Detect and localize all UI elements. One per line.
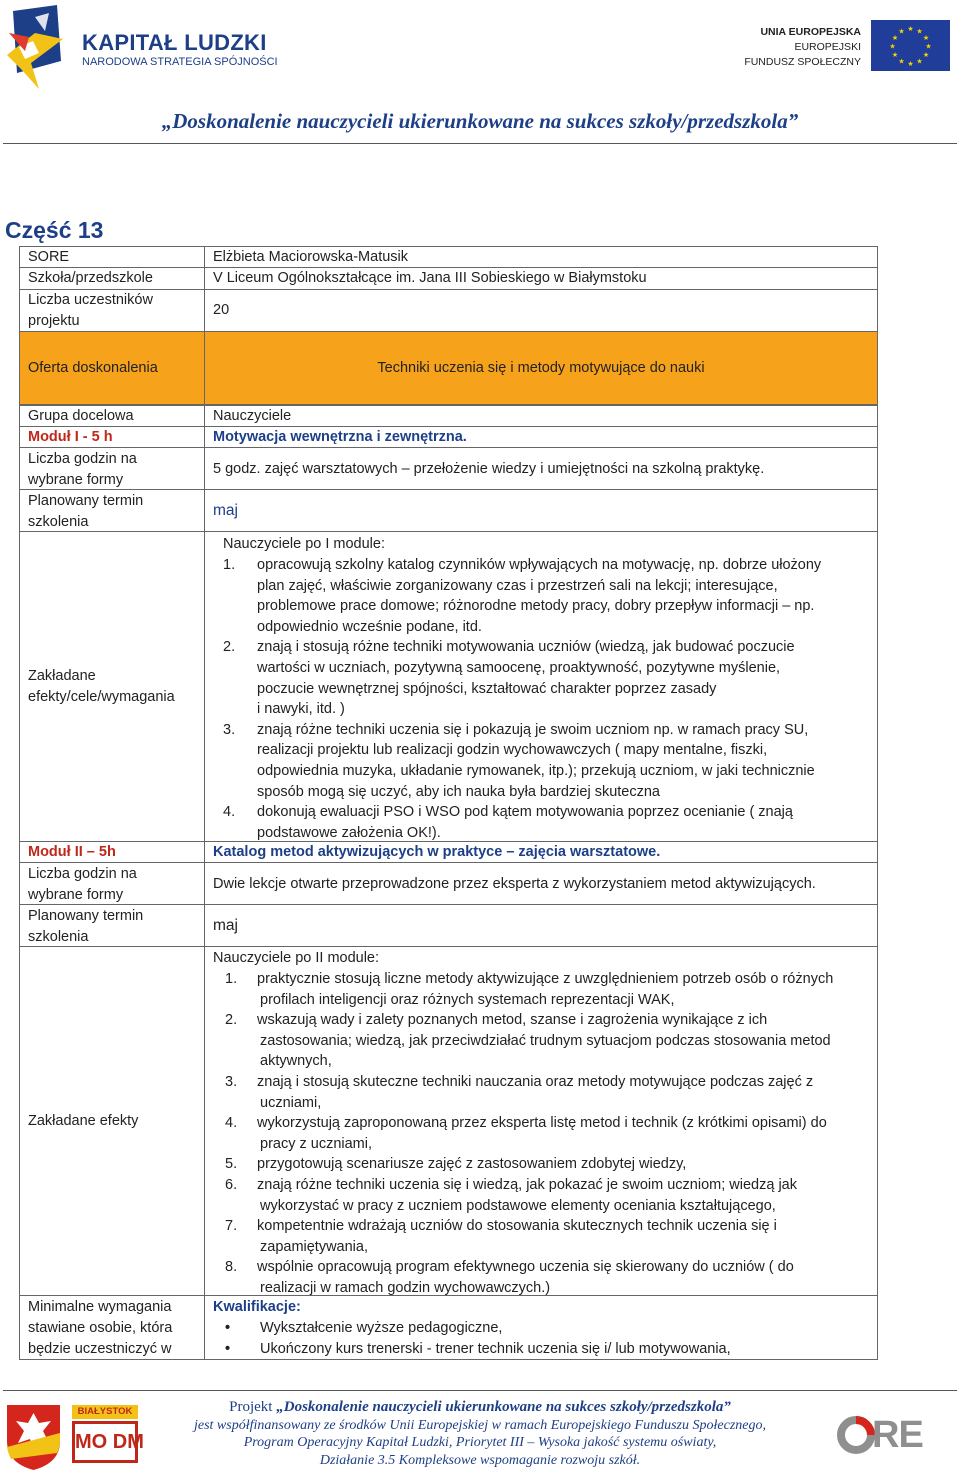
list-item-number: 2.	[223, 639, 236, 656]
list-item-text: sposób mogą się uczyć, aby ich nauka była bardziej skuteczna	[257, 783, 660, 800]
svg-text:★: ★	[907, 25, 914, 33]
list-item-text: wykorzystują zaproponowaną przez eksperta listę metod i technik (z krótkimi opisami) do	[257, 1115, 827, 1132]
list-item-text: kompetentnie wdrażają uczniów do stosowania skutecznych technik uczenia się i	[257, 1218, 777, 1235]
header-divider	[3, 143, 957, 144]
module2-term-cell	[204, 904, 878, 947]
ore-ring-icon	[836, 1415, 876, 1455]
list-item-number: 7.	[225, 1218, 238, 1235]
list-item-text: odpowiednio wcześnie podane, itd.	[257, 618, 482, 635]
eu-line-3: FUNDUSZ SPOŁECZNY	[744, 56, 861, 68]
list-item-number: 8.	[225, 1259, 238, 1276]
term-label-1: Planowany termin	[28, 493, 144, 509]
school-label: Szkoła/przedszkole	[28, 270, 153, 286]
list-item-text: praktycznie stosują liczne metody aktywizujące z uwzględnieniem potrzeb osób o różnych	[257, 971, 834, 987]
kapital-ludzki-logo	[5, 3, 67, 89]
school-value: V Liceum Ogólnokształcące im. Jana III Sobieskiego w Białymstoku	[213, 270, 647, 286]
list-item-text: realizacji w ramach godzin wychowawczych.)	[260, 1280, 551, 1296]
hours1-label-cell	[19, 447, 205, 490]
list-item-text: profilach inteligencji oraz różnych systemach reprezentacji WAK,	[260, 991, 675, 1008]
section-title: Część 13	[5, 217, 104, 243]
svg-text:★: ★	[889, 42, 896, 51]
list-item-text: wykorzystać w pracy z uczniem podstawowe elementy oceniania kształtującego,	[260, 1197, 776, 1214]
list-item-text: odpowiednia muzyka, układanie rymowanek, itp.); przekują uczniom, w jaki technicznie	[257, 763, 815, 779]
row-divider	[19, 267, 878, 268]
ore-label: RE	[872, 1414, 923, 1456]
footer-line2: jest współfinansowany ze środków Unii Europejskiej w ramach Europejskiego Funduszu Społecznego,	[193, 1417, 766, 1433]
eu-flag-icon	[871, 20, 950, 71]
module2-hours-cell	[204, 862, 878, 905]
mo-dm-bialystok-logo	[72, 1405, 144, 1467]
offer-value-cell	[204, 331, 878, 405]
list-item-text: wartości w uczniach, pozytywną samoocenę, proaktywność, pozytywne myślenie,	[257, 660, 781, 676]
hours-label-2: wybrane formy	[28, 472, 124, 488]
qualification-item: Wykształcenie wyższe pedagogiczne,	[260, 1320, 503, 1336]
list-item-text: znają i stosują różne techniki motywowania uczniów (wiedzą, jak budować poczucie	[257, 639, 795, 656]
effects2-label-cell	[19, 946, 205, 1296]
offer-label-cell	[19, 331, 205, 405]
module2-label-cell	[19, 841, 205, 863]
term-label-2: szkolenia	[28, 929, 89, 945]
list-item-number: 6.	[225, 1177, 238, 1193]
list-item-text: aktywnych,	[260, 1053, 332, 1070]
module1-effects-cell	[204, 531, 878, 842]
qualification-item: Ukończony kurs trenerski - trener technik uczenia się i/ lub motywowania,	[260, 1340, 731, 1357]
svg-text:★: ★	[925, 42, 932, 51]
podlaskie-coat-of-arms-icon	[5, 1403, 62, 1471]
qualifications-cell	[204, 1295, 878, 1360]
list-item-number: 4.	[225, 1115, 238, 1132]
module1-label-cell	[19, 426, 205, 448]
svg-text:★: ★	[922, 34, 930, 42]
list-item-text: plan zajęć, właściwie zorganizowany czas i przestrzeń sali na lekcji; interesujące,	[257, 577, 778, 594]
eu-line-1: UNIA EUROPEJSKA	[760, 26, 861, 38]
ore-logo	[836, 1412, 936, 1458]
module2-title: Katalog metod aktywizujących w praktyce – zajęcia warsztatowe.	[213, 844, 661, 860]
min-req-label-3: będzie uczestniczyć w	[28, 1341, 172, 1357]
svg-text:★: ★	[916, 27, 923, 36]
svg-text:★: ★	[891, 34, 899, 42]
participants-label-1: Liczba uczestników	[28, 292, 153, 308]
term-label-2: szkolenia	[28, 514, 89, 530]
module2-title-cell	[204, 841, 878, 863]
list-item-number: 1.	[225, 971, 238, 987]
hours-label-1: Liczba godzin na	[28, 866, 137, 882]
module1-hours: 5 godz. zajęć warsztatowych – przełożenie wiedzy i umiejętności na szkolną praktykę.	[213, 461, 765, 477]
list-item-number: 3.	[223, 721, 236, 738]
effects-label-2: efekty/cele/wymagania	[28, 689, 175, 705]
term-label-1: Planowany termin	[28, 908, 144, 924]
effects1-label-cell	[19, 531, 205, 842]
list-item-text: pracy z uczniami,	[260, 1135, 373, 1152]
footer-line4: Działanie 3.5 Kompleksowe wspomaganie rozwoju szkół.	[319, 1452, 641, 1468]
footer-line3: Program Operacyjny Kapitał Ludzki, Priorytet III – Wysoka jakość systemu oświaty,	[243, 1435, 717, 1450]
list-item-text: opracowują szkolny katalog czynników wpływających na motywację, np. dobrze ułożony	[257, 557, 822, 573]
term2-label-cell	[19, 904, 205, 947]
term1-label-cell	[19, 489, 205, 532]
list-item-text: podstawowe założenia OK!).	[257, 824, 441, 841]
min-req-label-2: stawiane osobie, która	[28, 1320, 173, 1336]
sore-value: Elżbieta Maciorowska-Matusik	[213, 249, 409, 265]
offer-label: Oferta doskonalenia	[28, 360, 158, 376]
participants-label-2: projektu	[28, 313, 80, 329]
footer-text	[150, 1399, 810, 1469]
list-item-number: 2.	[225, 1012, 238, 1029]
module2-term: maj	[213, 917, 238, 934]
mo-dm-top-label: BIAŁYSTOK	[72, 1405, 138, 1419]
list-item-text: wskazują wady i zalety poznanych metod, szanse i zagrożenia wynikające z ich	[257, 1012, 768, 1029]
module1-hours-cell	[204, 447, 878, 490]
svg-text:★: ★	[922, 51, 930, 59]
target-group-label: Grupa docelowa	[28, 408, 134, 424]
module2-hours: Dwie lekcje otwarte przeprowadzone przez eksperta z wykorzystaniem metod aktywizujących.	[213, 876, 816, 892]
module1-term: maj	[213, 502, 238, 519]
module2-effects-cell	[204, 946, 878, 1296]
bullet-icon: •	[225, 1340, 231, 1357]
qualifications-title: Kwalifikacje:	[213, 1299, 301, 1315]
eu-label	[744, 25, 861, 70]
list-item-number: 3.	[225, 1074, 238, 1090]
bullet-icon: •	[225, 1320, 231, 1336]
svg-text:★: ★	[916, 57, 923, 66]
list-item-text: zastosowania; wiedzą, jak przeciwdziałać trudnym sytuacjom podczas stosowania metod	[260, 1032, 831, 1049]
list-item-text: uczniami,	[260, 1094, 322, 1111]
kapital-ludzki-subtitle: NARODOWA STRATEGIA SPÓJNOŚCI	[82, 56, 278, 68]
list-item-text: realizacji projektu lub realizacji godzin wychowawczych ( mapy mentalne, fiszki,	[257, 742, 768, 759]
mo-dm-main-label: MO DM	[72, 1421, 138, 1463]
sore-label: SORE	[28, 249, 70, 265]
kapital-ludzki-title: KAPITAŁ LUDZKI	[82, 30, 267, 55]
target-group-value: Nauczyciele	[213, 408, 292, 424]
module1-title: Motywacja wewnętrzna i zewnętrzna.	[213, 429, 467, 445]
list-item-number: 5.	[225, 1156, 238, 1173]
list-item-text: znają różne techniki uczenia się i wiedzą, jak pokazać je swoim uczniom; wiedzą jak	[257, 1177, 797, 1193]
list-item-text: przygotowują scenariusze zajęć z zastosowaniem zdobytej wiedzy,	[257, 1156, 687, 1173]
hours2-label-cell	[19, 862, 205, 905]
min-req-label-1: Minimalne wymagania	[28, 1299, 172, 1315]
list-item-text: poczucie wewnętrznej spójności, kształtować charakter poprzez zasady	[257, 680, 717, 697]
list-item-text: wspólnie opracowują program efektywnego uczenia się skierowany do uczniów ( do	[257, 1259, 794, 1276]
hours-label-1: Liczba godzin na	[28, 451, 137, 467]
list-item-text: zapamiętywania,	[260, 1238, 368, 1255]
list-item-text: dokonują ewaluacji PSO i WSO pod kątem motywowania poprzez ocenianie ( znają	[257, 804, 793, 821]
svg-text:★: ★	[891, 51, 899, 59]
footer-line1-b: „Doskonalenie nauczycieli ukierunkowane na sukces szkoły/przedszkola”	[276, 1399, 731, 1415]
offer-value: Techniki uczenia się i metody motywujące do nauki	[377, 360, 705, 376]
hours-label-2: wybrane formy	[28, 887, 124, 903]
participants-value: 20	[213, 302, 230, 318]
project-title: „Doskonalenie nauczycieli ukierunkowane na sukces szkoły/przedszkola”	[161, 109, 799, 133]
eu-line-2: EUROPEJSKI	[794, 41, 861, 53]
list-item-text: znają i stosują skuteczne techniki nauczania oraz metody motywujące podczas zajęć z	[257, 1074, 814, 1090]
module1-intro: Nauczyciele po I module:	[223, 536, 385, 552]
svg-text:★: ★	[907, 60, 914, 68]
row-divider	[19, 289, 878, 290]
list-item-text: znają różne techniki uczenia się i pokazują je swoim uczniom np. w ramach pracy SU,	[257, 721, 809, 738]
module2-label: Moduł II – 5h	[28, 844, 116, 860]
module2-intro: Nauczyciele po II module:	[213, 950, 380, 966]
min-req-label-cell	[19, 1295, 205, 1360]
footer-divider	[3, 1390, 957, 1391]
list-item-number: 1.	[223, 557, 236, 573]
module1-term-cell	[204, 489, 878, 532]
svg-text:★: ★	[898, 57, 905, 66]
footer-line1-a: Projekt	[229, 1399, 277, 1415]
effects2-label: Zakładane efekty	[28, 1113, 139, 1129]
effects-label-1: Zakładane	[28, 668, 96, 684]
svg-text:★: ★	[898, 27, 905, 36]
target-group-value-cell	[204, 405, 878, 427]
target-group-label-cell	[19, 405, 205, 427]
module1-title-cell	[204, 426, 878, 448]
list-item-text: i nawyki, itd. )	[257, 701, 345, 718]
module1-label: Moduł I - 5 h	[28, 429, 113, 445]
list-item-text: problemowe prace domowe; różnorodne metody pracy, dobry przepływ informacji – np.	[257, 598, 815, 615]
list-item-number: 4.	[223, 804, 236, 821]
